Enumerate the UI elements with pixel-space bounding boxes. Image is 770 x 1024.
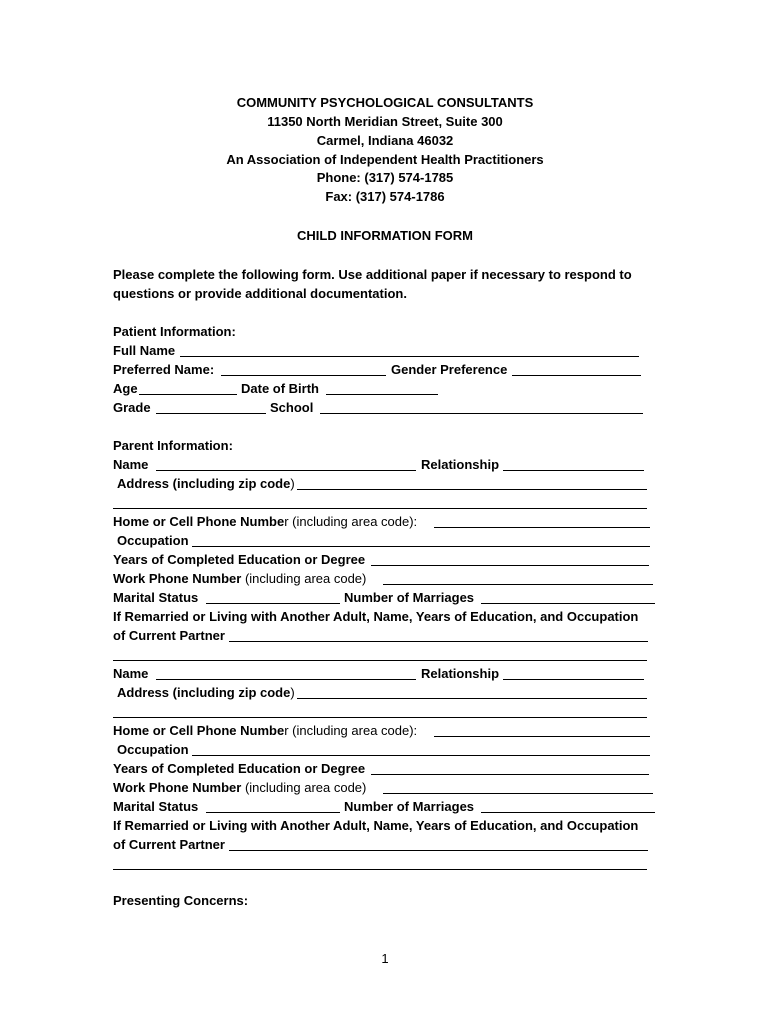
parent1-work-phone-label: Work Phone Number (including area code) <box>113 571 367 586</box>
parent1-remarried-label: If Remarried or Living with Another Adult, Name, Years of Education, and Occupation <box>113 609 639 624</box>
parent1-home-phone-label: Home or Cell Phone Number (including area code): <box>113 514 418 529</box>
org-association: An Association of Independent Health Practitioners <box>226 152 544 167</box>
org-city: Carmel, Indiana 46032 <box>316 133 454 148</box>
parent1-education-label: Years of Completed Education or Degree <box>113 552 366 567</box>
org-name: COMMUNITY PSYCHOLOGICAL CONSULTANTS <box>236 95 534 110</box>
gender-preference-field[interactable] <box>512 375 641 376</box>
parent2-address-label: Address (including zip code) <box>117 685 295 700</box>
parent2-occupation-field[interactable] <box>192 755 650 756</box>
org-street: 11350 North Meridian Street, Suite 300 <box>267 114 503 129</box>
page-number: 1 <box>381 951 389 966</box>
parent2-marital-label: Marital Status <box>113 799 199 814</box>
parent2-name-field[interactable] <box>156 679 416 680</box>
parent2-marriages-label: Number of Marriages <box>344 799 475 814</box>
parent2-remarried-label: If Remarried or Living with Another Adult, Name, Years of Education, and Occupation <box>113 818 639 833</box>
parent1-home-phone-field[interactable] <box>434 527 650 528</box>
full-name-label: Full Name <box>113 343 176 358</box>
grade-field[interactable] <box>156 413 266 414</box>
parent1-marital-field[interactable] <box>206 603 340 604</box>
parent2-name-label: Name <box>113 666 149 681</box>
parent2-education-label: Years of Completed Education or Degree <box>113 761 366 776</box>
parent2-address-field[interactable] <box>297 698 647 699</box>
parent2-occupation-label: Occupation <box>117 742 189 757</box>
parent2-relationship-field[interactable] <box>503 679 644 680</box>
parent1-name-field[interactable] <box>156 470 416 471</box>
parent1-partner-field[interactable] <box>229 641 648 642</box>
parent2-home-phone-label: Home or Cell Phone Number (including area code): <box>113 723 418 738</box>
instructions-line-1: Please complete the following form. Use additional paper if necessary to respond to <box>113 267 632 282</box>
parent1-name-label: Name <box>113 457 149 472</box>
age-field[interactable] <box>139 394 237 395</box>
school-field[interactable] <box>320 413 643 414</box>
parent1-partner-field-2[interactable] <box>113 660 647 661</box>
grade-label: Grade <box>113 400 151 415</box>
parent1-occupation-label: Occupation <box>117 533 189 548</box>
parent2-partner-label: of Current Partner <box>113 837 225 852</box>
preferred-name-field[interactable] <box>221 375 386 376</box>
parent1-marriages-field[interactable] <box>481 603 655 604</box>
dob-label: Date of Birth <box>241 381 319 396</box>
age-label: Age <box>113 381 138 396</box>
parent2-home-phone-field[interactable] <box>434 736 650 737</box>
parent1-relationship-field[interactable] <box>503 470 644 471</box>
parent1-occupation-field[interactable] <box>192 546 650 547</box>
parent1-work-phone-field[interactable] <box>383 584 653 585</box>
org-fax: Fax: (317) 574-1786 <box>325 189 445 204</box>
parent2-education-field[interactable] <box>371 774 649 775</box>
parent1-marital-label: Marital Status <box>113 590 199 605</box>
presenting-concerns-heading: Presenting Concerns: <box>113 893 249 908</box>
parent2-marriages-field[interactable] <box>481 812 655 813</box>
parent2-relationship-label: Relationship <box>421 666 500 681</box>
school-label: School <box>270 400 314 415</box>
parent1-relationship-label: Relationship <box>421 457 500 472</box>
parent1-address-label: Address (including zip code) <box>117 476 295 491</box>
org-phone: Phone: (317) 574-1785 <box>316 170 454 185</box>
parent2-partner-field-2[interactable] <box>113 869 647 870</box>
parent1-education-field[interactable] <box>371 565 649 566</box>
gender-preference-label: Gender Preference <box>391 362 508 377</box>
parent2-work-phone-label: Work Phone Number (including area code) <box>113 780 367 795</box>
parent2-marital-field[interactable] <box>206 812 340 813</box>
parent2-partner-field[interactable] <box>229 850 648 851</box>
parent2-address-field-2[interactable] <box>113 717 647 718</box>
patient-heading: Patient Information: <box>113 324 236 339</box>
parent1-marriages-label: Number of Marriages <box>344 590 475 605</box>
dob-field[interactable] <box>326 394 438 395</box>
preferred-name-label: Preferred Name: <box>113 362 215 377</box>
parent1-partner-label: of Current Partner <box>113 628 225 643</box>
instructions-line-2: questions or provide additional documentation. <box>113 286 407 301</box>
parent2-work-phone-field[interactable] <box>383 793 653 794</box>
parent1-address-field[interactable] <box>297 489 647 490</box>
form-title: CHILD INFORMATION FORM <box>297 228 473 243</box>
full-name-field[interactable] <box>180 356 639 357</box>
parent-heading: Parent Information: <box>113 438 233 453</box>
parent1-address-field-2[interactable] <box>113 508 647 509</box>
